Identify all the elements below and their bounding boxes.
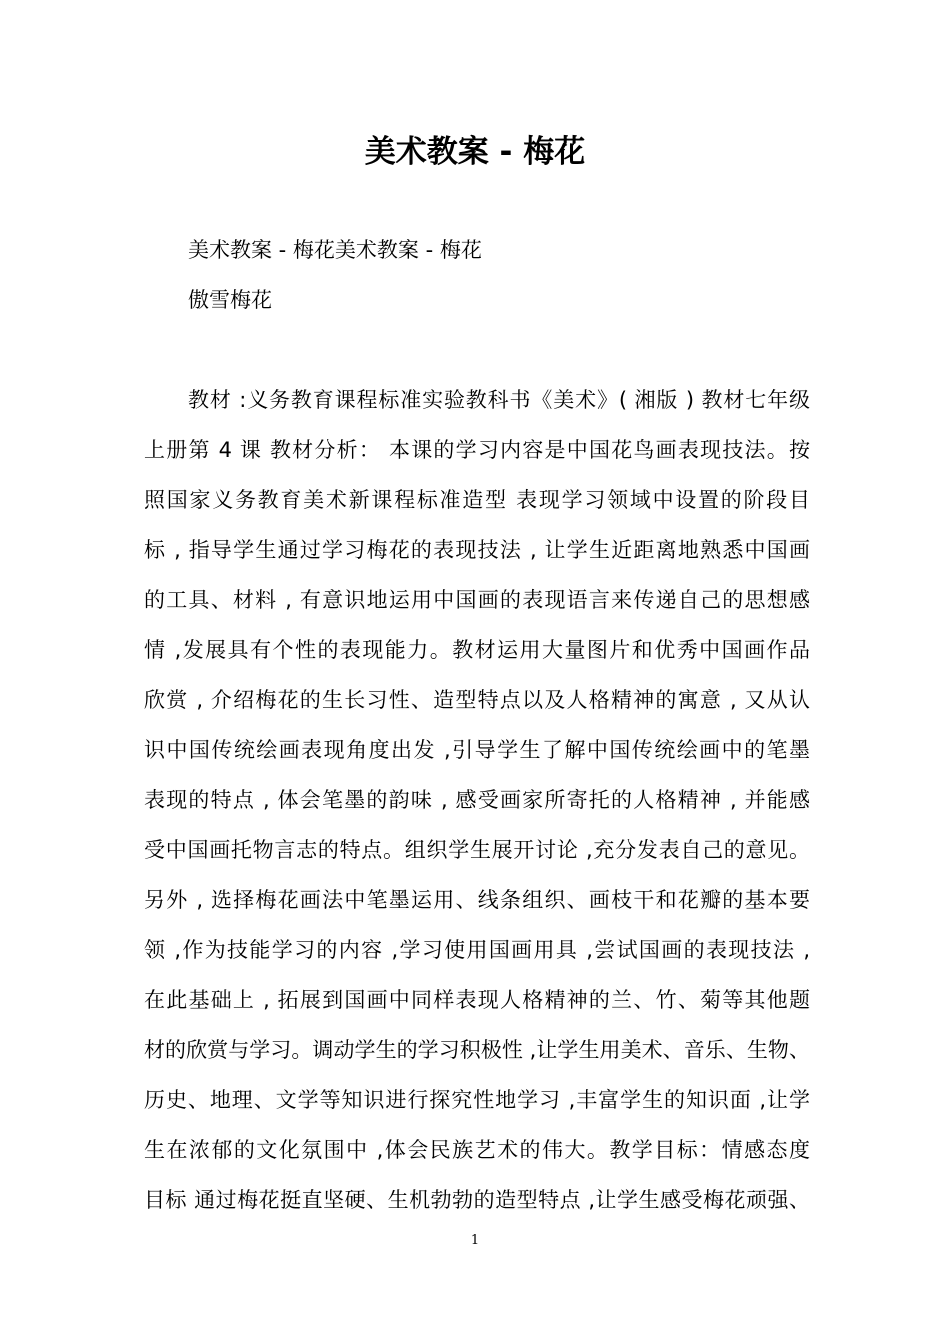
body-line: 目标 通过梅花挺直坚硬、生机勃勃的造型特点 ,让学生感受梅花顽强、 — [144, 1188, 810, 1212]
body-line: 历史、地理、文学等知识进行探究性地学习 ,丰富学生的知识面 ,让学 — [144, 1088, 810, 1112]
intro-line: 美术教案 - 梅花美术教案 - 梅花 — [188, 238, 482, 262]
body-paragraph — [144, 382, 810, 1232]
body-line: 识中国传统绘画表现角度出发 ,引导学生了解中国传统绘画中的笔墨 — [144, 738, 810, 762]
body-line: 标 , 指导学生通过学习梅花的表现技法 , 让学生近距离地熟悉中国画 — [144, 538, 810, 562]
document-title: 美术教案 - 梅花 — [364, 134, 586, 170]
body-line: 欣赏 , 介绍梅花的生长习性、造型特点以及人格精神的寓意 , 又从认 — [144, 688, 810, 712]
body-line: 材的欣赏与学习。调动学生的学习积极性 ,让学生用美术、音乐、生物、 — [144, 1038, 810, 1062]
page-number: 1 — [470, 1233, 480, 1248]
body-line: 在此基础上 , 拓展到国画中同样表现人格精神的兰、竹、菊等其他题 — [144, 988, 810, 1012]
body-line: 表现的特点 , 体会笔墨的韵味 , 感受画家所寄托的人格精神 , 并能感 — [144, 788, 810, 812]
body-line: 生在浓郁的文化氛围中 ,体会民族艺术的伟大。教学目标：情感态度 — [144, 1138, 810, 1162]
body-line: 照国家义务教育美术新课程标准造型 表现学习领域中设置的阶段目 — [144, 488, 810, 512]
intro-line: 傲雪梅花 — [188, 288, 272, 312]
body-line: 教材 :义务教育课程标准实验教科书《美术》( 湘版 ) 教材七年级 — [188, 388, 810, 412]
body-line: 情 ,发展具有个性的表现能力。教材运用大量图片和优秀中国画作品 — [144, 638, 810, 662]
body-line: 另外 , 选择梅花画法中笔墨运用、线条组织、画枝干和花瓣的基本要 — [144, 888, 810, 912]
body-line: 的工具、材料 , 有意识地运用中国画的表现语言来传递自己的思想感 — [144, 588, 810, 612]
body-line: 上册第 4 课 教材分析： 本课的学习内容是中国花鸟画表现技法。按 — [144, 438, 810, 462]
body-line: 受中国画托物言志的特点。组织学生展开讨论 ,充分发表自己的意见。 — [144, 838, 810, 862]
body-line: 领 ,作为技能学习的内容 ,学习使用国画用具 ,尝试国画的表现技法 , — [144, 938, 810, 962]
